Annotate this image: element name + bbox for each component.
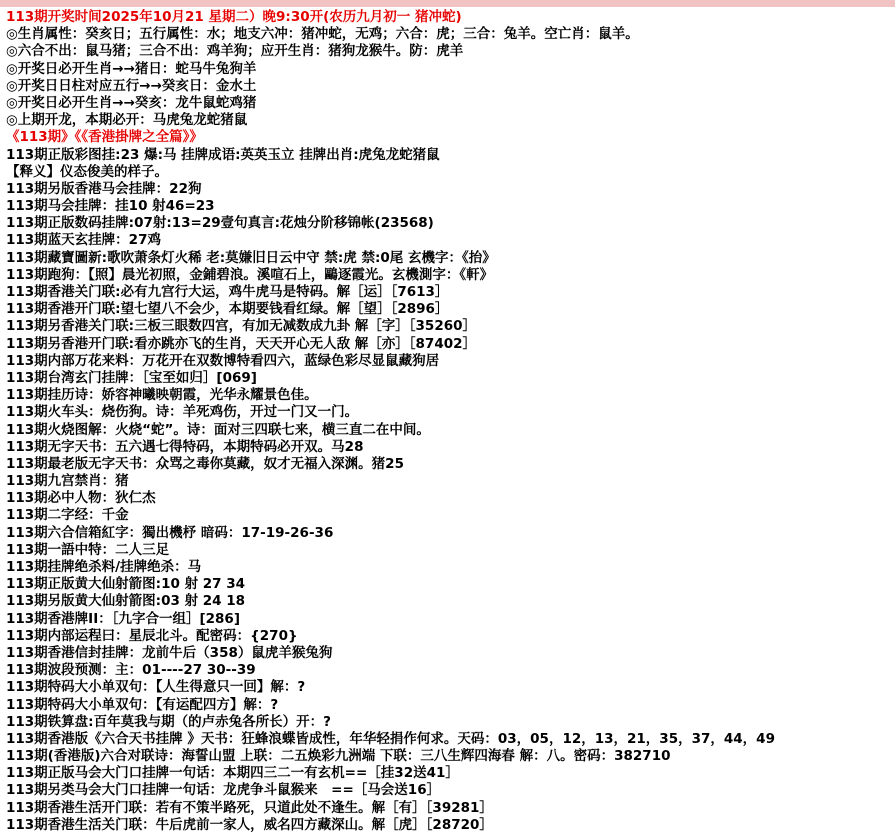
- report-line: 113期火车头：烧伤狗。诗：羊死鸡伤，开过一门又一门。: [6, 404, 359, 421]
- report-line: 113期一語中特：二人三足: [6, 541, 170, 558]
- report-line: 113期香港牌II：［九字合一组］[286]: [6, 610, 240, 627]
- report-line: 113期特码大小单双句：【有运配四方】解：?: [6, 696, 279, 713]
- report-line: 113期正版数码挂牌:07射:13=29壹句真言:花烛分阶移锦帐(23568): [6, 215, 434, 232]
- report-line: 113期特码大小单双句：【人生得意只一回】解：?: [6, 679, 306, 696]
- report-lines: [0, 7, 895, 834]
- report-line: 113期另版香港马会挂牌：22狗: [6, 180, 202, 197]
- report-line: ◎上期开龙，本期必开：马虎兔龙蛇猪鼠: [6, 112, 248, 129]
- report-line: 113期二字经：千金: [6, 507, 129, 524]
- report-line: 113期正版马会大门口挂牌一句话：本期四三二一有玄机==［挂32送41］: [6, 765, 459, 782]
- report-line: 113期九宫禁肖：猪: [6, 473, 129, 490]
- report-line: 113期正版彩图挂:23 爆:马 挂牌成语:英英玉立 挂牌出肖:虎兔龙蛇猪鼠: [6, 146, 440, 163]
- report-line: 113期必中人物：狄仁杰: [6, 490, 156, 507]
- report-line: 113期藏寶圖新:歌吹萧条灯火稀 老:莫嫌旧日云中守 禁:虎 禁:0尾 玄機字：《抬》: [6, 249, 496, 266]
- report-line: 113期香港生活开门联：若有不策半路死，只道此处不逢生。解［有］［39281］: [6, 799, 493, 816]
- report-line: 113期正版黄大仙射箭图:10 射 27 34: [6, 576, 246, 593]
- report-line: 113期内部运程曰：星辰北斗。配密码：{270}: [6, 627, 298, 644]
- report-line: 113期香港信封挂牌：龙前牛后（358）鼠虎羊猴兔狗: [6, 644, 333, 661]
- report-line: 113期另香港关门联:三板三眼数四宫，有加无减数成九卦 解［字］［35260］: [6, 318, 476, 335]
- report-line: 113期香港生活关门联：牛后虎前一家人，威名四方藏深山。解［虎］［28720］: [6, 816, 493, 833]
- report-line: 113期蓝天玄挂牌：27鸡: [6, 232, 161, 249]
- report-line: 113期(香港版)六合对联诗：海誓山盟 上联：二五焕彩九洲端 下联：三八生辉四海春 解：八。密码：382710: [6, 748, 671, 765]
- report-line: 113期最老版无字天书：众骂之毒你莫藏，奴才无福入深渊。猪25: [6, 455, 404, 472]
- report-line: 《113期》《《香港掛牌之全篇》》: [6, 129, 203, 146]
- report-line: 113期挂牌绝杀料/挂牌绝杀：马: [6, 559, 202, 575]
- report-line: 113期开奖时间2025年10月21 星期二）晚9:30开(农历九月初一 猪冲蛇): [6, 9, 462, 25]
- report-line: ◎六合不出：鼠马猪；三合不出：鸡羊狗；应开生肖：猪狗龙猴牛。防：虎羊: [6, 43, 464, 60]
- report-line: 113期挂历诗：娇容神曦映朝霞，光华永耀景色佳。: [6, 387, 318, 404]
- report-line: 113期跑狗：【照】晨光初照，金鋪碧浪。溪喧石上，鷗逐霞光。玄機測字：《軒》: [6, 266, 494, 283]
- report-line: 113期另类马会大门口挂牌一句话：龙虎争斗鼠猴来 ==［马会送16］: [6, 782, 441, 799]
- report-line: 113期内部万花来料：万花开在双数博特看四六，蓝绿色彩尽显鼠藏狗居: [6, 352, 440, 369]
- report-line: ◎开奖日日柱对应五行→→癸亥日：金水土: [6, 77, 257, 94]
- report-line: ◎开奖日必开生肖→→癸亥：龙牛鼠蛇鸡猪: [6, 94, 257, 111]
- report-line: ◎生肖属性：癸亥日；五行属性：水；地支六冲：猪冲蛇，无鸡；六合：虎；三合：兔羊。空亡肖：鼠羊。: [6, 26, 639, 43]
- report-line: 113期无字天书：五六遇七得特码，本期特码必开双。马28: [6, 438, 364, 455]
- top-strip: [0, 0, 895, 7]
- report-line: 【释义】仪态俊美的样子。: [6, 163, 168, 180]
- report-line: 113期波段预测：主：01----27 30--39: [6, 662, 256, 679]
- report-line: 113期马会挂牌：挂10 射46=23: [6, 198, 215, 215]
- report-line: 113期香港关门联:必有九宫行大运，鸡牛虎马是特码。解［运］［7613］: [6, 284, 449, 300]
- report-line: 113期火烧图解：火烧“蛇”。诗：面对三四联七来，横三直二在中间。: [6, 421, 430, 438]
- report-line: 113期铁算盘:百年莫我与期（的卢赤兔各所长）开：?: [6, 713, 331, 730]
- report-line: 113期台湾玄门挂牌：［宝至如归］[069]: [6, 369, 257, 386]
- report-line: ◎开奖日必开生肖→→猪日：蛇马牛兔狗羊: [6, 60, 257, 77]
- report-line: 113期六合信箱紅字：獨出機杼 暗码：17-19-26-36: [6, 524, 334, 541]
- report-line: 113期香港开门联:望七望八不会少，本期要钱看红绿。解［望］［2896］: [6, 301, 449, 318]
- report-line: 113期另香港开门联:看亦跳亦飞的生肖，天天开心无人敌 解［亦］［87402］: [6, 335, 476, 352]
- report-line: 113期另版黄大仙射箭图:03 射 24 18: [6, 593, 246, 610]
- report-line: 113期香港版《六合天书挂牌 》天书：狂蜂浪蝶皆成性，年华轻捐作何求。天码：03，05，12，13，21，35，37，44，49: [6, 730, 775, 747]
